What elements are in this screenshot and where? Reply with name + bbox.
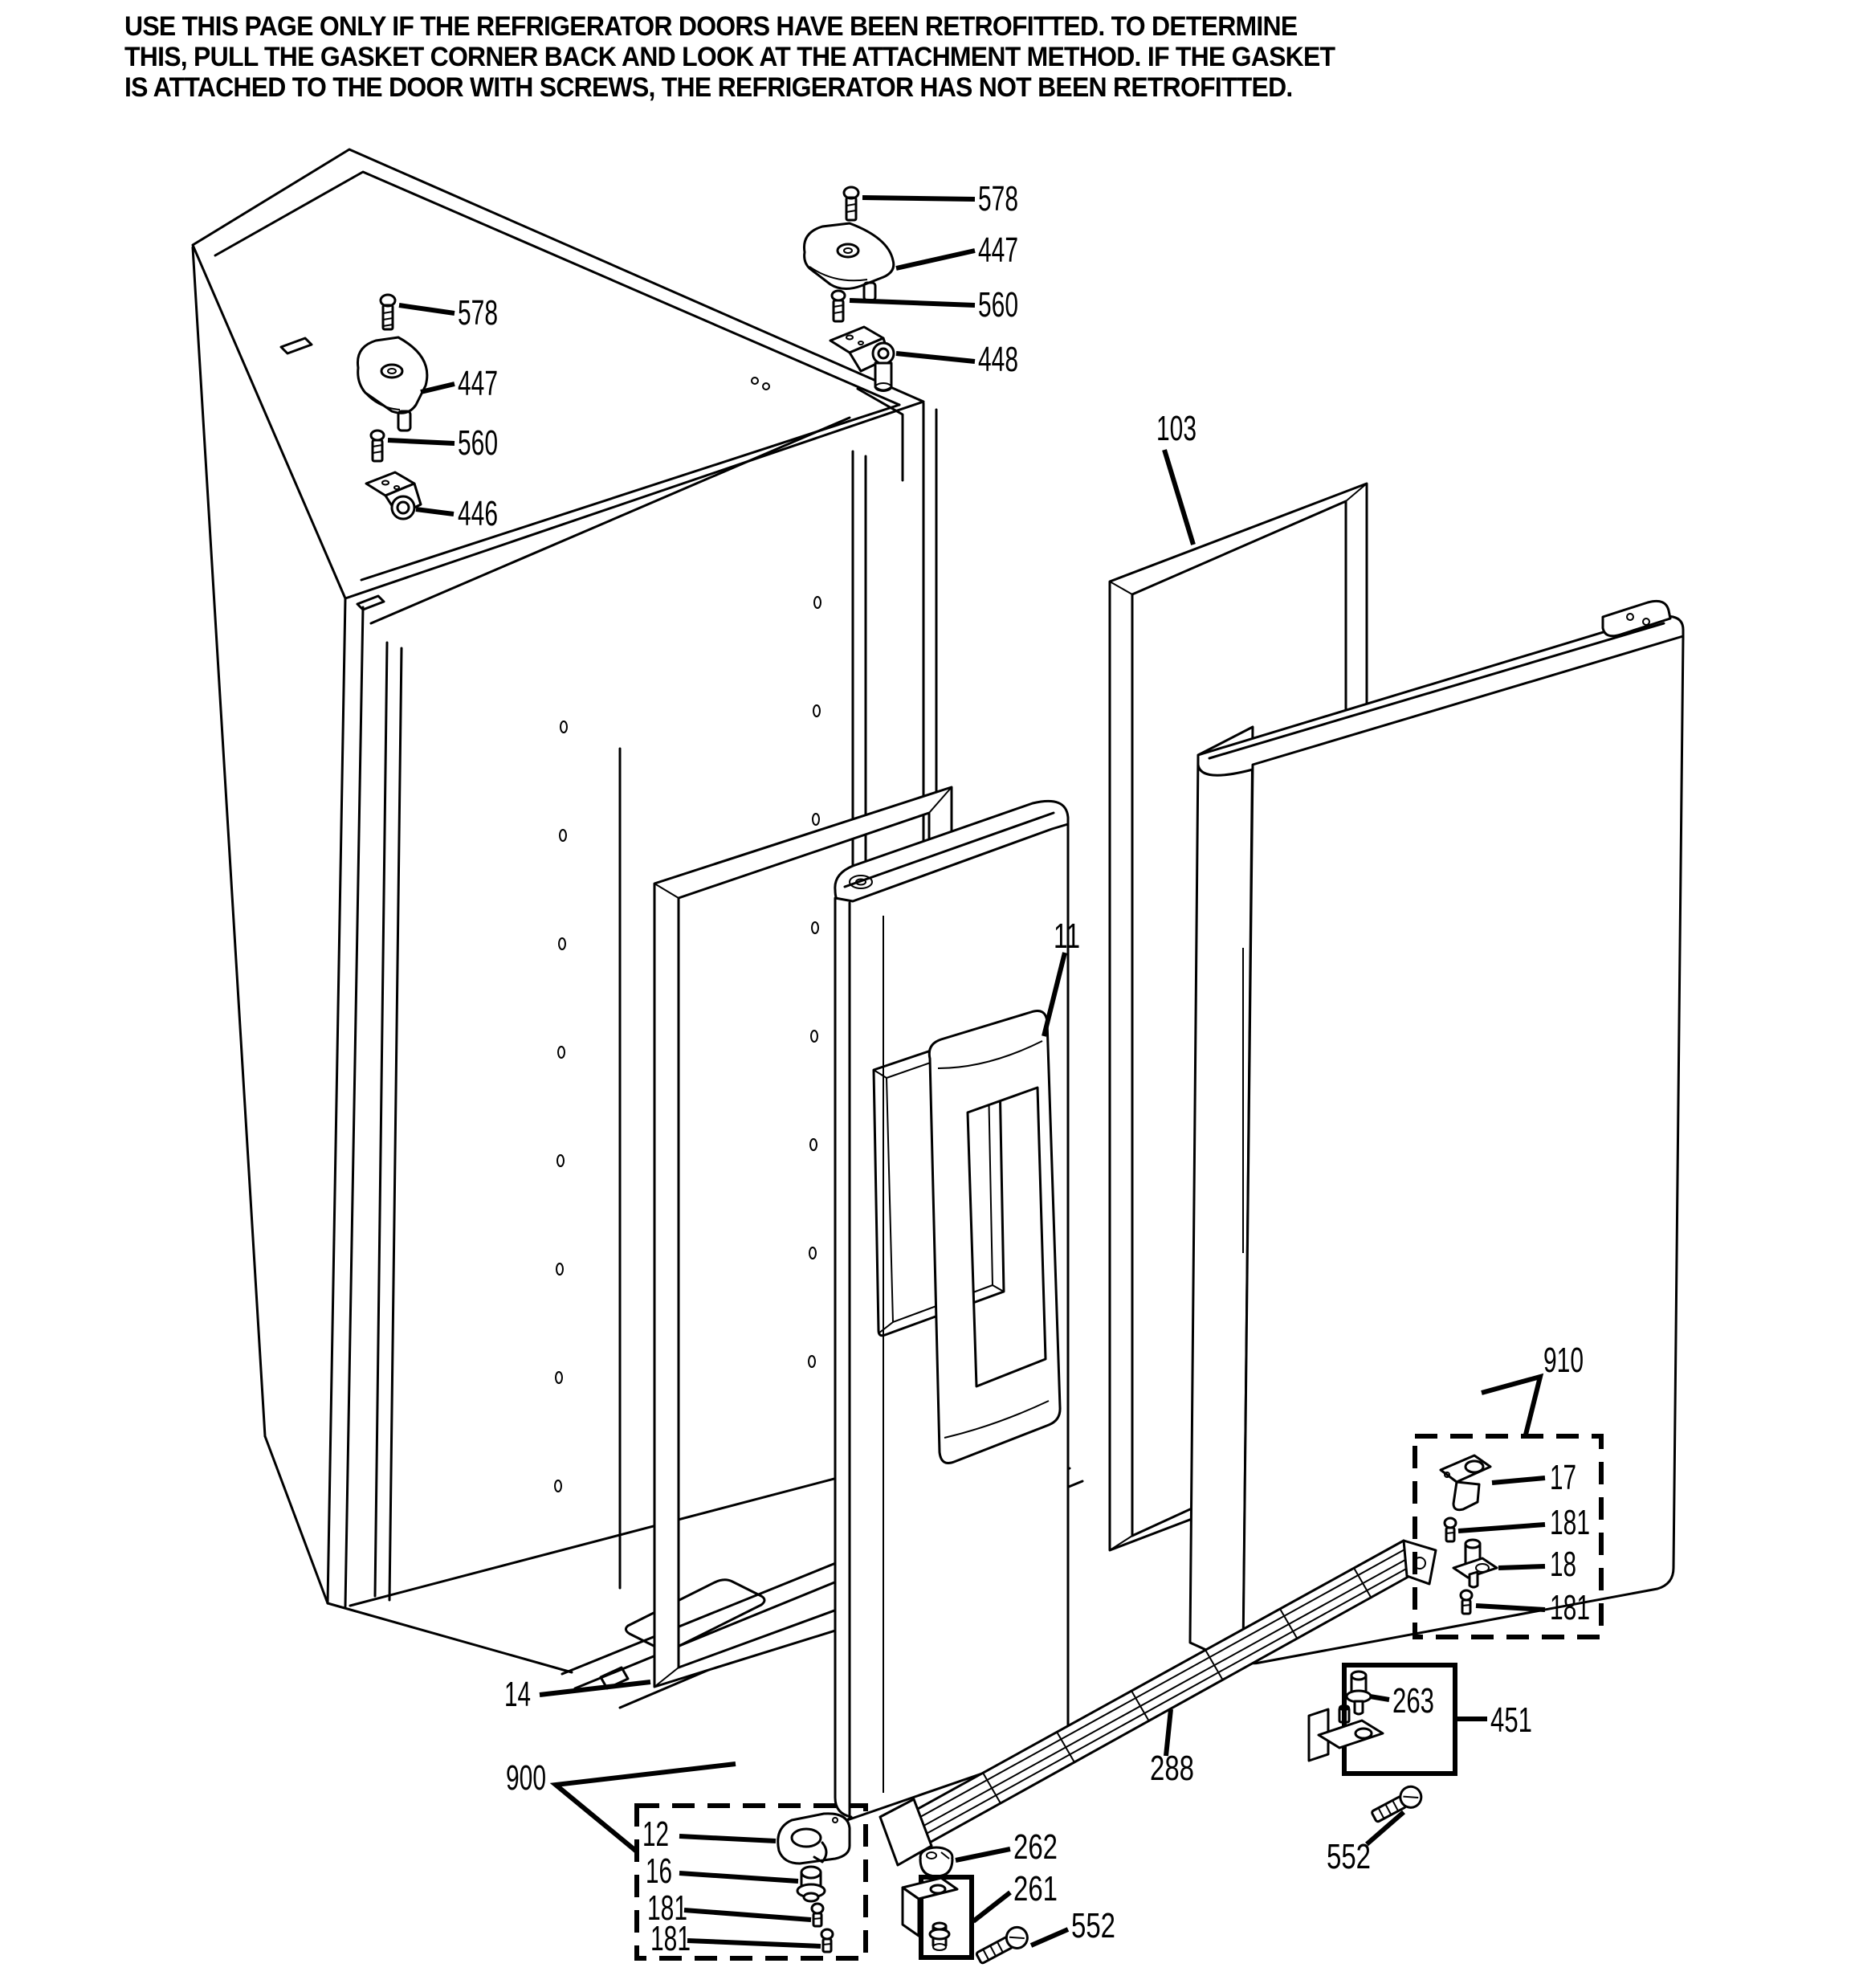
hinge-pin-263 [1347,1672,1371,1714]
cabinet-roof [193,149,923,598]
hinge-cover-447-right [804,223,893,300]
screw-560-right [832,291,845,321]
leader-18 [1498,1566,1545,1568]
leader-552-center [1031,1929,1068,1945]
cabinet-front-bottom-edge [328,1603,572,1672]
cabinet-left-edge [193,247,265,1436]
callout-11: 11 [1054,916,1080,956]
callout-181-900a: 181 [647,1888,687,1928]
leader-578-right [862,198,975,199]
door-closing-cam-262 [920,1847,952,1876]
leader-560-left [388,440,455,443]
leader-181-900a [684,1910,811,1920]
hinge-bolt-552-center [974,1924,1031,1967]
screw-578-right [844,187,858,220]
leader-181-900b [687,1941,821,1946]
screw-181-900b [821,1929,833,1952]
callout-910: 910 [1543,1341,1584,1380]
hinge-bushing-16 [797,1867,825,1901]
callout-181-910a: 181 [1550,1503,1590,1542]
callout-578-left: 578 [458,293,498,333]
callout-103: 103 [1156,409,1196,448]
leader-263 [1370,1696,1389,1700]
leader-12 [679,1836,776,1841]
cabinet-bottom-left-edge [265,1436,328,1603]
leader-447-right [896,251,975,268]
warning-line-3: IS ATTACHED TO THE DOOR WITH SCREWS, THE REFRIGERATOR HAS NOT BEEN RETROFITTED. [124,72,1293,103]
callout-447-right: 447 [978,231,1018,270]
callout-16: 16 [646,1851,672,1891]
callout-17: 17 [1550,1458,1576,1497]
warning-line-1: USE THIS PAGE ONLY IF THE REFRIGERATOR DOORS HAVE BEEN RETROFITTED. TO DETERMINE [124,11,1298,42]
interior-floor-front-edge [350,1475,850,1606]
cabinet-front-left-edge [328,598,345,1603]
leader-14 [540,1682,650,1695]
callout-552-right: 552 [1327,1837,1371,1876]
callout-18: 18 [1550,1545,1576,1584]
leader-262 [956,1849,1010,1860]
callout-263: 263 [1392,1681,1434,1721]
callout-446-left: 446 [458,494,498,533]
callout-12: 12 [642,1815,669,1854]
callout-560-left: 560 [458,423,498,463]
leader-16 [679,1873,798,1881]
interior-left-wall-edge [375,643,387,1596]
leader-103 [1164,450,1193,545]
callout-552-center: 552 [1071,1906,1115,1945]
roof-vent-slot-2 [357,596,384,610]
leader-261 [973,1892,1010,1921]
leader-448-right [896,353,975,361]
interior-left-wall-edge-inner [389,648,402,1600]
bottom-hinge-box-261 [903,1877,972,1957]
callout-262: 262 [1013,1827,1058,1867]
callout-447-left: 447 [458,364,498,403]
warning-line-2: THIS, PULL THE GASKET CORNER BACK AND LOOK AT THE ATTACHMENT METHOD. IF THE GASKET [124,42,1335,72]
callout-900: 900 [506,1758,546,1798]
hinge-bracket-12 [778,1814,850,1863]
callout-578-right: 578 [978,179,1018,218]
fresh-food-door [1190,601,1683,1667]
callout-181-900b: 181 [650,1919,691,1958]
screw-181-900a [812,1904,823,1926]
callout-14: 14 [504,1675,531,1714]
callout-288: 288 [1150,1749,1194,1788]
hinge-pin-261 [930,1923,949,1950]
callout-448-right: 448 [978,340,1018,379]
callout-451: 451 [1490,1700,1532,1740]
shelf-peg-holes [555,597,821,1492]
cabinet-front-left-edge-inner [345,607,363,1606]
callout-261: 261 [1013,1869,1058,1908]
leader-560-right [850,300,975,305]
callout-181-910b: 181 [1550,1588,1590,1627]
callout-560-right: 560 [978,285,1018,325]
